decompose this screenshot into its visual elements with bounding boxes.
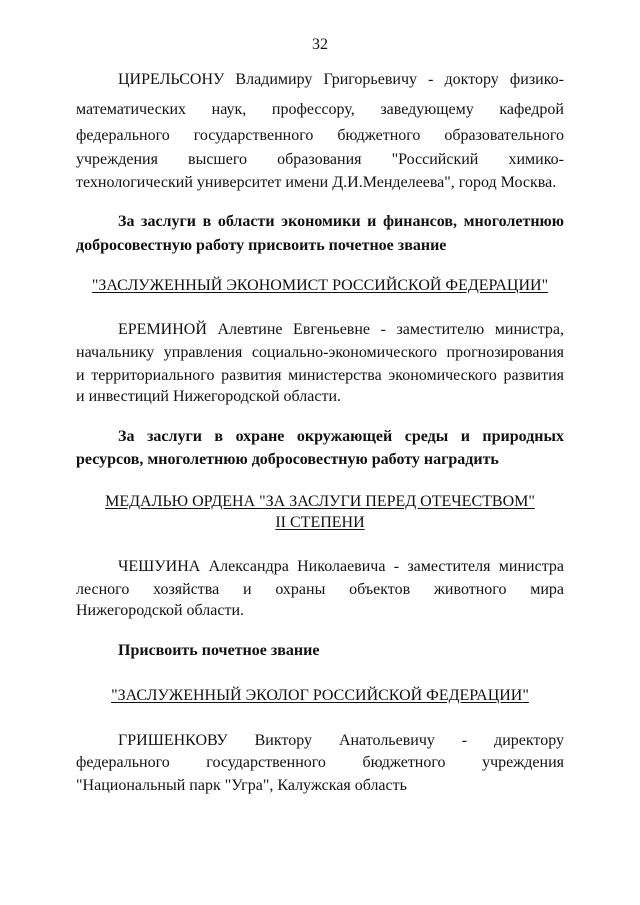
title-economist: "ЗАСЛУЖЕННЫЙ ЭКОНОМИСТ РОССИЙСКОЙ ФЕДЕРАЦИИ" [91, 277, 549, 294]
paragraph-4-line-2: федерального государственного бюджетного учреждения [76, 754, 564, 771]
paragraph-1-line-2: математических наук, профессору, заведующему кафедрой [76, 101, 564, 118]
page-number: 32 [312, 36, 328, 53]
paragraph-4-line-3: "Национальный парк "Угра", Калужская область [76, 777, 407, 794]
heading-1-line-2: добросовестную работу присвоить почетное звание [76, 237, 447, 254]
paragraph-4-line-1: ГРИШЕНКОВУ Виктору Анатольевичу - директору [118, 732, 564, 749]
paragraph-3-line-3: Нижегородской области. [76, 602, 245, 619]
paragraph-2-line-1: ЕРЕМИНОЙ Алевтине Евгеньевне - заместителю министра, [118, 321, 564, 338]
paragraph-1-line-4: учреждения высшего образования "Российский химико- [76, 151, 564, 168]
paragraph-1-line-3: федерального государственного бюджетного образовательного [76, 127, 564, 144]
paragraph-2-line-2: начальнику управления социально-экономического прогнозирования [76, 344, 564, 361]
heading-3: Присвоить почетное звание [118, 642, 320, 659]
paragraph-3-line-1: ЧЕШУИНА Александра Николаевича - заместителя министра [118, 558, 564, 575]
paragraph-2-line-3: и территориального развития министерства экономического развития [76, 367, 564, 384]
heading-1-line-1: За заслуги в области экономики и финансов, многолетнюю [118, 213, 564, 230]
title-medal-degree: II СТЕПЕНИ [275, 514, 365, 531]
title-ecologist: "ЗАСЛУЖЕННЫЙ ЭКОЛОГ РОССИЙСКОЙ ФЕДЕРАЦИИ" [111, 687, 529, 704]
paragraph-3-line-2: лесного хозяйства и охраны объектов животного мира [76, 581, 564, 598]
paragraph-2-line-4: и инвестиций Нижегородской области. [76, 388, 342, 405]
paragraph-1-line-1: ЦИРЕЛЬСОНУ Владимиру Григорьевичу - доктору физико- [118, 71, 564, 88]
heading-2-line-2: ресурсов, многолетнюю добросовестную работу наградить [76, 451, 499, 468]
paragraph-1-line-5: технологический университет имени Д.И.Менделеева", город Москва. [76, 174, 557, 191]
heading-2-line-1: За заслуги в охране окружающей среды и природных [118, 428, 564, 445]
title-medal: МЕДАЛЬЮ ОРДЕНА "ЗА ЗАСЛУГИ ПЕРЕД ОТЕЧЕСТВОМ" [105, 493, 535, 510]
